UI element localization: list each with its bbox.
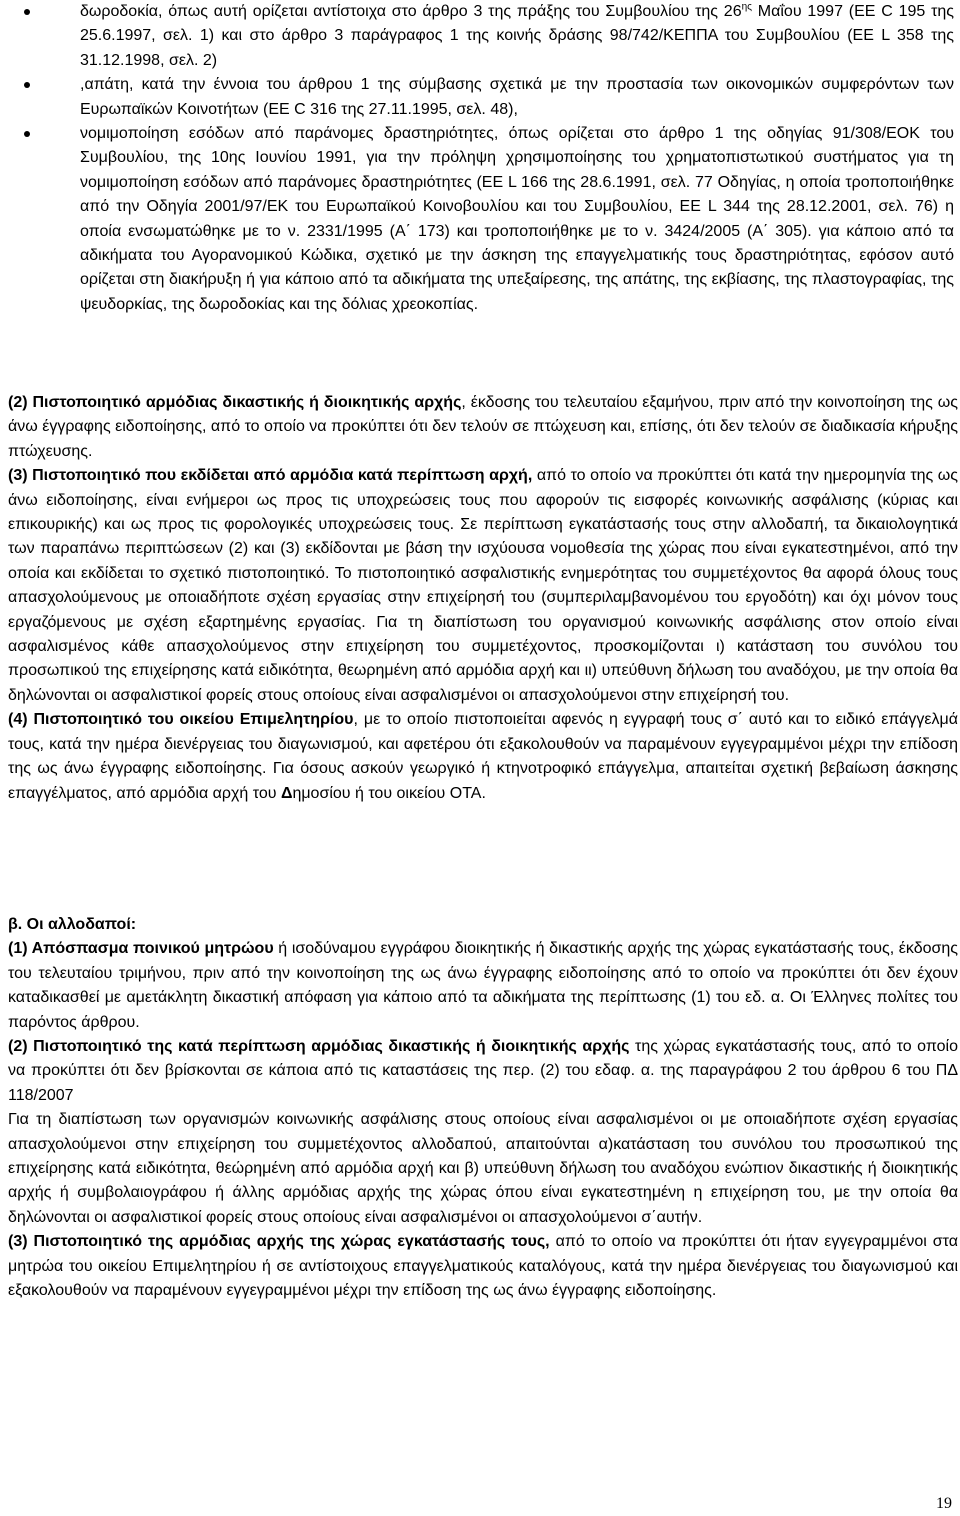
foreign-item-3	[8, 1230, 958, 1303]
bullet-item-bribery	[24, 0, 954, 73]
paragraph-heading: (3) Πιστοποιητικό που εκδίδεται από αρμόδια κατά περίπτωση αρχή,	[8, 467, 533, 485]
item-heading: (2) Πιστοποιητικό της κατά περίπτωση αρμόδιας δικαστικής ή διοικητικής αρχής	[8, 1038, 630, 1056]
paragraph-text: , έκδοσης του τελευταίου εξαμήνου, πριν από την κοινοποίηση της ως άνω έγγραφης ειδοποίησης, από το οποίο να προκύπτει ότι δεν τελούν σε πτώχευση και, επίσης, ότι δεν τελούν σε διαδικασία κήρυξης πτώχευσης.	[8, 394, 958, 460]
item-heading: (1) Απόσπασμα ποινικού μητρώου	[8, 940, 274, 958]
paragraph-bold-letter: Δ	[280, 784, 293, 802]
paragraph-text: , με το οποίο πιστοποιείται αφενός η εγγραφή τους σ΄ αυτό και το ειδικό επάγγελμά τους, κατά την ημέρα διενέργειας του διαγωνισμού, και αφετέρου ότι εξακολουθούν να παραμένουν εγγεγραμμένοι μέχρι την επίδοση της ως άνω έγγραφης ειδοποίησης. Για όσους ασκούν γεωργικό ή κτηνοτροφικό επάγγελμα, απαιτείται σχετική βεβαίωση άσκησης επαγγέλματος, από αρμόδια αρχή του	[8, 711, 958, 802]
paragraph-heading: (2) Πιστοποιητικό αρμόδιας δικαστικής ή διοικητικής αρχής	[8, 394, 462, 411]
bullet-text: ,απάτη, κατά την έννοια του άρθρου 1 της σύμβασης σχετικά με την προστασία των οικονομικών συμφερόντων των Ευρωπαϊκών Κοινοτήτων (ΕΕ C 316 της 27.11.1995, σελ. 48),	[80, 76, 954, 118]
bullet-dot-icon	[24, 9, 30, 15]
paragraph-3	[8, 464, 958, 708]
bullet-text: νομιμοποίηση εσόδων από παράνομες δραστηριότητες, όπως ορίζεται στο άρθρο 1 της οδηγίας 91/308/ΕΟΚ του Συμβουλίου, της 10ης Ιουνίου 1991, για την πρόληψη χρησιμοποίησης του χρηματοπιστωτικού συστήματος για τη νομιμοποίηση εσόδων από παράνομες δραστηριότητες (ΕΕ L 166 της 28.6.1991, σελ. 77 Οδηγίας, η οποία τροποποιήθηκε από την Οδηγία 2001/97/ΕΚ του Ευρωπαϊκού Κοινοβουλίου και του Συμβουλίου, ΕΕ L 344 της 28.12.2001, σελ. 76) η οποία ενσωματώθηκε με το ν. 2331/1995 (Α΄ 173) και τροποποιήθηκε με το ν. 3424/2005 (Α΄ 305). για κάποιο από τα αδικήματα του Αγορανομικού Κώδικα, σχετικό με την άσκηση της επαγγελματικής τους δραστηριότητας, εφόσον αυτό ορίζεται στη διακήρυξη ή για κάποιο από τα αδικήματα της υπεξαίρεσης, της απάτης, της εκβίασης, της πλαστογραφίας, της ψευδορκίας, της δωροδοκίας και της δόλιας χρεοκοπίας.	[80, 125, 954, 313]
foreign-item-2	[8, 1035, 958, 1108]
item-text: ή ισοδύναμου εγγράφου διοικητικής ή δικαστικής αρχής της χώρας εγκατάστασής τους, έκδοσης του τελευταίου τριμήνου, πριν από την κοινοποίηση της ως άνω έγγραφης ειδοποίησης από το οποίο να προκύπτει ότι δεν έχουν καταδικασθεί με αμετάκλητη δικαστική απόφαση για κάποιο από τα αδικήματα της περίπτωσης (1) του εδ. α. Οι Έλληνες πολίτες του παρόντος άρθρου.	[8, 940, 959, 1031]
paragraph-heading: (4) Πιστοποιητικό του οικείου Επιμελητηρίου	[8, 711, 354, 729]
item-heading: (3) Πιστοποιητικό της αρμόδιας αρχής της χώρας εγκατάστασής τους,	[8, 1233, 550, 1251]
item-text: από το οποίο να προκύπτει ότι ήταν εγγεγραμμένοι στα μητρώα του οικείου Επιμελητηρίου ή σε αντίστοιχους επαγγελματικούς καταλόγους, κατά την ημέρα διενέργειας του διαγωνισμού και εξακολουθούν να παραμένουν εγγεγραμμένοι μέχρι την επίδοση της ως άνω έγγραφης ειδοποίησης.	[8, 1233, 959, 1300]
bullet-item-fraud	[24, 73, 954, 122]
bullet-item-money-laundering	[24, 122, 954, 317]
paragraph-text: από το οποίο να προκύπτει ότι κατά την ημερομηνία της ως άνω ειδοποίησης, είναι ενήμεροι ως προς τις υποχρεώσεις τους που αφορούν τις εισφορές κοινωνικής ασφάλισης (κύριας και επικουρικής) και ως προς τις φορολογικές υποχρεώσεις τους. Σε περίπτωση εγκατάστασής τους στην αλλοδαπή, τα δικαιολογητικά των παραπάνω περιπτώσεων (2) και (3) εκδίδονται με βάση την ισχύουσα νομοθεσία της χώρας που είναι εγκατεστημένοι, από την οποία και εκδίδεται το σχετικό πιστοποιητικό. Το πιστοποιητικό ασφαλιστικής ενημερότητας του συμμετέχοντος θα αφορά όλους τους απασχολούμενους με οποιαδήποτε σχέση εργασίας στην επιχείρησή του (συμπεριλαμβανομένου του εργοδότη) και όχι μόνον τους εργαζόμενους με σχέση εξαρτημένης εργασίας. Για τη διαπίστωση του οργανισμού κοινωνικής ασφάλισης στον οποίο είναι ασφαλισμένος κάθε απασχολούμενος στην επιχείρηση του συμμετέχοντος, προσκομίζονται ι) κατάσταση του συνόλου του προσωπικού της επιχείρησης κατά ειδικότητα, θεωρημένη από αρμόδια αρχή και ιι) υπεύθυνη δήλωση του αναδόχου, με την οποία θα δηλώνονται οι ασφαλιστικοί φορείς στους οποίους είναι ασφαλισμένοι οι απασχολούμενοι στην επιχείρησή του.	[8, 467, 959, 704]
page-number: 19	[936, 1495, 952, 1512]
domestic-requirements	[8, 391, 958, 806]
foreign-item-insurance	[8, 1108, 958, 1230]
paragraph-2	[8, 391, 958, 464]
foreign-item-1	[8, 937, 958, 1035]
foreign-requirements	[8, 913, 958, 1304]
paragraph-4	[8, 708, 958, 806]
bullet-text-cont: Μαΐου 1997 (ΕΕ C 195 της 25.6.1997, σελ. 1) και στο άρθρο 3 παράγραφος 1 της κοινής δράσης 98/742/ΚΕΠΠΑ του Συμβουλίου (ΕΕ L 358 της 31.12.1998, σελ. 2)	[80, 3, 955, 69]
paragraph-text-cont: ημοσίου ή του οικείου ΟΤΑ.	[292, 784, 486, 802]
section-heading: β. Οι αλλοδαποί:	[8, 916, 137, 933]
item-text: της χώρας εγκατάστασής τους, από το οποίο να προκύπτει ότι δεν βρίσκονται σε κάποια από τις καταστάσεις της περ. (2) του εδαφ. α. της παραγράφου 2 του άρθρου 6 του ΠΔ 118/2007	[8, 1038, 959, 1104]
item-text: Για τη διαπίστωση των οργανισμών κοινωνικής ασφάλισης στους οποίους είναι ασφαλισμένοι οι με οποιαδήποτε σχέση εργασίας απασχολούμενοι στην επιχείρηση του συμμετέχοντος αλλοδαπού, απαιτούνται α)κατάσταση του συνόλου του προσωπικού της επιχείρησης κατά ειδικότητα, θεώρημένη από αρμόδια αρχή και β) υπεύθυνη δήλωση του αναδόχου ενώπιον δικαστικής ή διοικητικής αρχής ή συμβολαιογράφου ή άλλης αρμόδιας αρχής της χώρας όπου είναι εγκατεστημένη η επιχείρηση του, με την οποία θα δηλώνονται οι ασφαλιστικοί φορείς στους οποίους είναι ασφαλισμένοι οι απασχολούμενοι σ΄αυτήν.	[8, 1111, 958, 1226]
bullet-text: δωροδοκία, όπως αυτή ορίζεται αντίστοιχα στο άρθρο 3 της πράξης του Συμβουλίου της 26	[80, 3, 742, 20]
superscript: ης	[741, 1, 752, 13]
bullet-dot-icon	[24, 131, 30, 137]
bullet-dot-icon	[24, 82, 30, 88]
offence-bullet-list	[24, 0, 954, 317]
